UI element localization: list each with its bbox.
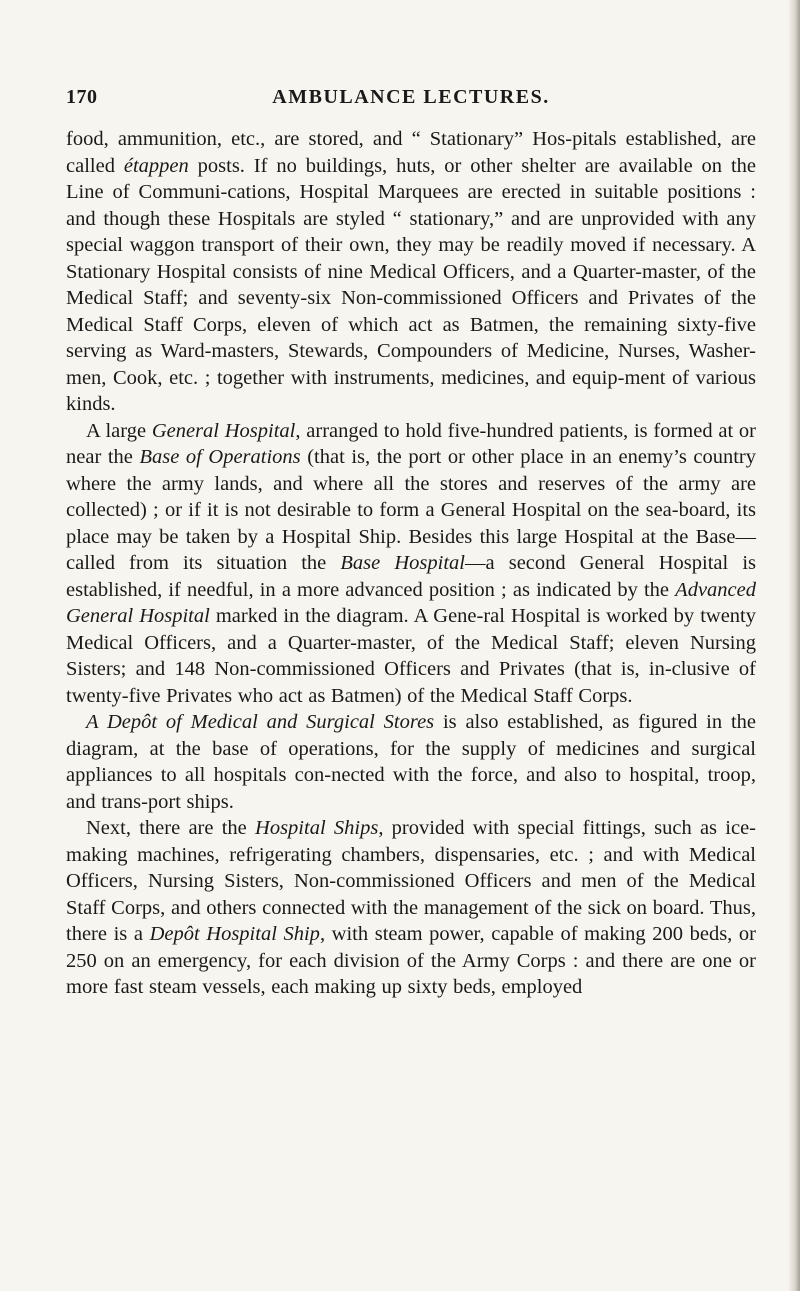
italic-phrase: Advanced General Hospital bbox=[66, 578, 756, 627]
text-run: A large bbox=[86, 419, 152, 442]
text-run: Next, there are the bbox=[86, 817, 256, 839]
paragraph bbox=[66, 418, 756, 710]
italic-phrase: General Hospital bbox=[151, 419, 296, 442]
running-head-title: AMBULANCE LECTURES. bbox=[272, 86, 550, 108]
text-run: marked in the diagram. A Gene-ral Hospital is worked by twenty Medical Officers, and a Quarter-master, of the Medical Staff; eleven Nursing Sisters; and 148 Non-commissioned Officers and Privates (that is, in-clusive of twenty-five Privates who act as Batmen) of the Medical Staff Corps. bbox=[66, 605, 756, 707]
italic-phrase: Hospital Ships bbox=[255, 817, 379, 839]
text-run: food, ammunition, etc., are stored, and “ Stationary” Hos-pitals established, are called bbox=[66, 128, 756, 177]
text-run: (that is, the port or other place in an enemy’s country where the army lands, and where all the stores and reserves of the army are collected) ; or if it is not desirable to form a General Hospital on the sea-board, its place may be taken by a Hospital Ship. Besides this large Hospital at the Base—called from its situation the bbox=[66, 446, 757, 574]
text-run: is also established, as figured in the diagram, at the base of operations, for the supply of medicines and surgical appliances to all hospitals con-nected with the force, and also to hospital, troop, and trans-port ships. bbox=[66, 711, 756, 813]
paragraph bbox=[66, 709, 756, 815]
italic-phrase: Base of Operations bbox=[139, 446, 301, 468]
text-run: , provided with special fittings, such as ice-making machines, refrigerating chambers, dispensaries, etc. ; and with Medical Officers, Nursing Sisters, Non-commissioned Officers and men of the Medical Staff Corps, and others connected with the management of the sick on board. Thus, there is a bbox=[66, 817, 756, 945]
italic-phrase: étappen bbox=[123, 154, 189, 177]
page-number: 170 bbox=[66, 86, 98, 108]
paragraph bbox=[66, 126, 756, 418]
text-run: , arranged to hold five-hundred patients, is formed at or near the bbox=[66, 419, 756, 468]
text-run: —a second General Hospital is established, if needful, in a more advanced position ; as indicated by the bbox=[66, 552, 757, 601]
italic-phrase: Base Hospital bbox=[340, 552, 465, 574]
italic-phrase: Depôt Hospital Ship bbox=[149, 923, 320, 945]
running-head bbox=[66, 86, 756, 110]
italic-phrase: A Depôt of Medical and Surgical Stores bbox=[86, 711, 435, 733]
page-edge-shadow bbox=[788, 0, 800, 1291]
text-run: , with steam power, capable of making 200 beds, or 250 on an emergency, for each division of the Army Corps : and there are one or more fast steam vessels, each making up sixty beds, employed bbox=[66, 923, 756, 998]
text-run: posts. If no buildings, huts, or other shelter are available on the Line of Communi-cations, Hospital Marquees are erected in suitable positions : and though these Hospitals are styled “ stationary,” and are unprovided with any special waggon transport of their own, they may be readily moved if necessary. A Stationary Hospital consists of nine Medical Officers, and a Quarter-master, of the Medical Staff; and seventy-six Non-commissioned Officers and Privates of the Medical Staff Corps, eleven of which act as Batmen, the remaining sixty-five serving as Ward-masters, Stewards, Compounders of Medicine, Nurses, Washer-men, Cook, etc. ; together with instruments, medicines, and equip-ment of various kinds. bbox=[66, 154, 756, 415]
paragraph bbox=[66, 815, 756, 1001]
body-text bbox=[66, 126, 756, 1001]
